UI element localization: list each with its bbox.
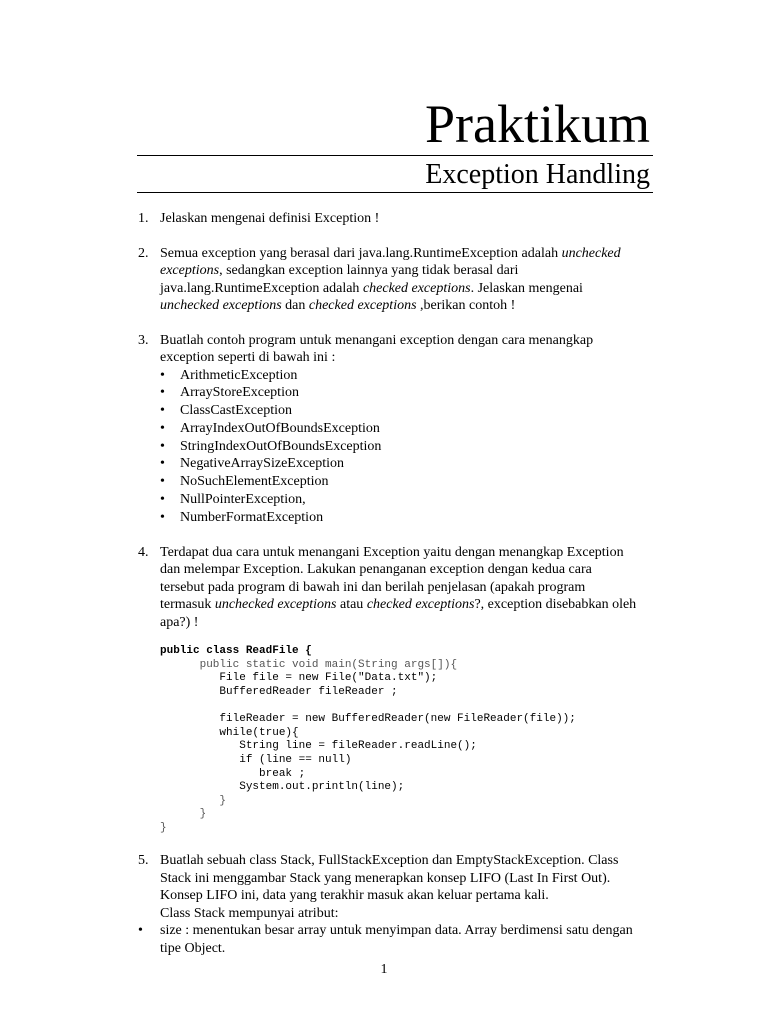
code-line: if (line == null) [160,753,352,766]
text-run: Terdapat dua cara untuk menangani Exception yaitu dengan menangkap Exception dan melempar Exception. Lakukan penanganan exception dengan kedua cara tersebut pada program di bawah ini dan berilah penjelasan (apakah program termasuk [160,544,624,613]
text-run: dan [281,298,309,313]
list-item-label: StringIndexOutOfBoundsException [180,438,382,454]
attribute-list [138,922,638,958]
bullet-icon: • [160,492,165,508]
list-item-label: NullPointerException, [180,492,306,508]
list-item-label: ClassCastException [180,403,292,419]
question-number: 2. [138,245,149,261]
question-2 [138,245,638,315]
italic-term: checked exceptions [362,280,471,296]
list-item-label: NegativeArraySizeException [180,456,345,472]
text-run: ?, exception disebabkan oleh apa?) ! [160,597,637,630]
question-text: Buatlah sebuah class Stack, FullStackException dan EmptyStackException. Class Stack ini menggambar Stack yang menerapkan konsep LIFO (Last In First Out). Konsep LIFO ini, data yang terakhir masuk akan keluar pertama kali. [160,853,619,904]
title-divider-bottom [137,192,653,193]
code-line: String line = fileReader.readLine(); [160,740,477,753]
list-item-label: ArithmeticException [180,367,298,383]
code-line [160,700,638,714]
list-item [160,420,638,438]
question-text [160,544,638,632]
list-item [160,402,638,420]
bullet-icon: • [160,403,165,419]
italic-term: checked exceptions [366,597,475,613]
list-item-label: ArrayStoreException [180,385,299,401]
code-line: BufferedReader fileReader ; [160,685,398,698]
code-line: public class ReadFile { [160,645,312,658]
code-line: System.out.println(line); [160,781,405,794]
exception-list [160,367,638,527]
page-subtitle: Exception Handling [425,159,650,190]
question-1 [138,210,638,228]
question-4 [138,544,638,836]
list-item [160,491,638,509]
bullet-icon: • [160,509,165,525]
list-item [160,367,638,385]
question-list [138,210,638,975]
code-line: public static void main(String args[]){ [160,658,458,671]
list-item [138,922,638,958]
page-number: 1 [380,962,388,977]
italic-term: unchecked exceptions [160,245,621,278]
question-subtext: Class Stack mempunyai atribut: [160,905,339,921]
list-item-label: NumberFormatException [180,509,324,525]
question-text: Jelaskan mengenai definisi Exception ! [160,211,380,226]
list-item [160,455,638,473]
bullet-icon: • [160,420,165,436]
italic-term: unchecked exceptions [160,298,282,313]
text-run: Semua exception yang berasal dari java.lang.RuntimeException adalah [160,245,562,261]
question-text: Buatlah contoh program untuk menangani exception dengan cara menangkap exception seperti di bawah ini : [160,332,594,365]
bullet-icon: • [160,474,165,490]
text-run: ,berikan contoh ! [416,298,516,313]
list-item [160,438,638,456]
text-run: . Jelaskan mengenai [470,280,583,296]
code-line: File file = new File("Data.txt"); [160,672,438,685]
code-line: fileReader = new BufferedReader(new FileReader(file)); [160,713,576,726]
question-number: 1. [138,211,149,226]
list-item-label: size : menentukan besar array untuk menyimpan data. Array berdimensi satu dengan tipe Object. [160,923,633,957]
code-line: } [160,821,167,834]
italic-term: unchecked exceptions [214,597,337,613]
list-item [160,473,638,491]
list-item [160,509,638,527]
question-number: 5. [138,853,149,869]
code-block [160,645,638,835]
question-3 [138,332,638,527]
text-run: atau [336,597,367,613]
list-item-label: ArrayIndexOutOfBoundsException [180,420,380,436]
code-line: } [160,794,227,807]
list-item [160,384,638,402]
bullet-icon: • [160,367,165,383]
code-line: break ; [160,767,306,780]
title-divider-top [137,155,653,156]
italic-term: checked exceptions [308,298,417,313]
bullet-icon: • [160,438,165,454]
bullet-icon: • [138,923,143,939]
question-number: 3. [138,332,149,348]
code-line: while(true){ [160,726,299,739]
question-number: 4. [138,544,149,560]
text-run: , sedangkan exception lainnya yang tidak berasal dari java.lang.RuntimeException adalah [160,263,519,296]
question-5 [138,852,638,958]
bullet-icon: • [160,385,165,401]
list-item-label: NoSuchElementException [180,474,329,490]
bullet-icon: • [160,456,165,472]
question-text [160,245,638,315]
page-title: Praktikum [425,94,650,154]
code-line: } [160,808,207,821]
